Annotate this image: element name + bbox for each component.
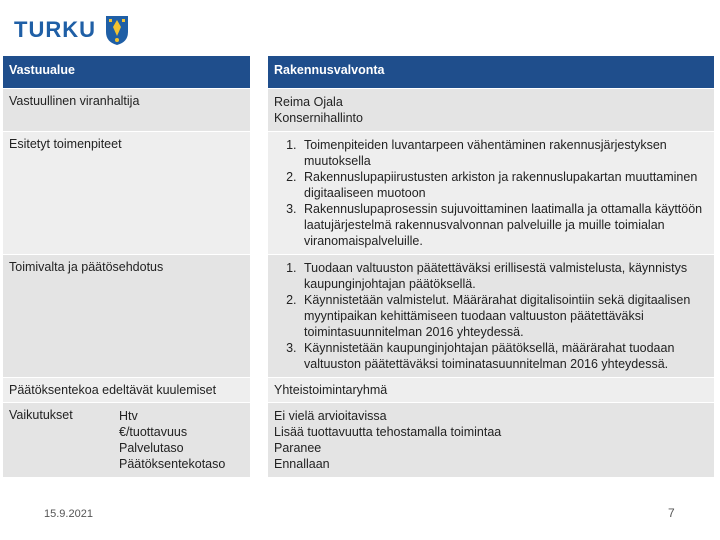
turku-logo bbox=[14, 14, 130, 46]
row-value bbox=[268, 403, 714, 478]
value-line: Lisää tuottavuutta tehostamalla toimintaa bbox=[274, 425, 502, 439]
row-label: Päätöksentekoa edeltävät kuulemiset bbox=[3, 378, 250, 403]
list-item: 1. Tuodaan valtuuston päätettäväksi erillisestä valmistelusta, käynnistys kaupunginjohtajan päätöksellä. bbox=[300, 260, 708, 292]
value-line: Paranee bbox=[274, 441, 322, 455]
table-row bbox=[3, 89, 714, 132]
value-line: Reima Ojala bbox=[274, 95, 343, 109]
row-label-impacts bbox=[3, 403, 250, 478]
list-item: 2. Käynnistetään valmistelut. Määrärahat digitalisointiin sekä digitaalisen myyntipaikan kehittämiseen tuodaan valtuuston päätettäväksi toimintasuunnitelman 2016 yhteydessä. bbox=[300, 292, 708, 340]
row-value bbox=[268, 255, 714, 378]
row-label: Esitetyt toimenpiteet bbox=[3, 132, 250, 255]
row-value bbox=[268, 132, 714, 255]
table-row bbox=[3, 255, 714, 378]
decision-table bbox=[3, 55, 714, 478]
list-item: 3. Käynnistetään kaupunginjohtajan päätöksellä, määrärahat tuodaan valtuuston päätettäväksi toiminatasuunnitelman 2016 yhteydessä. bbox=[300, 340, 708, 372]
sub-label: Htv bbox=[119, 409, 138, 423]
page-number: 7 bbox=[668, 506, 675, 520]
coat-of-arms-icon bbox=[104, 14, 130, 46]
table-row bbox=[3, 378, 714, 403]
logo-text: TURKU bbox=[14, 17, 96, 42]
sub-label: €/tuottavuus bbox=[119, 425, 188, 439]
table-row bbox=[3, 403, 714, 478]
row-value bbox=[268, 89, 714, 132]
value-line: Konsernihallinto bbox=[274, 111, 363, 125]
sub-label: Palvelutaso bbox=[119, 441, 184, 455]
row-value: Yhteistoimintaryhmä bbox=[268, 378, 714, 403]
value-line: Ennallaan bbox=[274, 457, 330, 471]
list-item: 2. Rakennuslupapiirustusten arkiston ja rakennuslupakartan muuttaminen digitaaliseen muotoon bbox=[300, 169, 708, 201]
value-line: Ei vielä arvioitavissa bbox=[274, 409, 387, 423]
header-right: Rakennusvalvonta bbox=[268, 56, 714, 89]
header-left: Vastuualue bbox=[3, 56, 250, 89]
table-row bbox=[3, 132, 714, 255]
row-label: Vastuullinen viranhaltija bbox=[3, 89, 250, 132]
list-item: 1. Toimenpiteiden luvantarpeen vähentäminen rakennusjärjestyksen muutoksella bbox=[300, 137, 708, 169]
row-label: Toimivalta ja päätösehdotus bbox=[3, 255, 250, 378]
footer-date: 15.9.2021 bbox=[44, 508, 93, 520]
sub-label: Päätöksentekotaso bbox=[119, 457, 226, 471]
list-item: 3. Rakennuslupaprosessin sujuvoittaminen laatimalla ja ottamalla käyttöön laatujärjestelmä rakennusvalvonnan palveluille ja muille toimialan viranomaispalveluille. bbox=[300, 201, 708, 249]
impacts-label: Vaikutukset bbox=[9, 408, 73, 422]
table-header-row bbox=[3, 56, 714, 89]
